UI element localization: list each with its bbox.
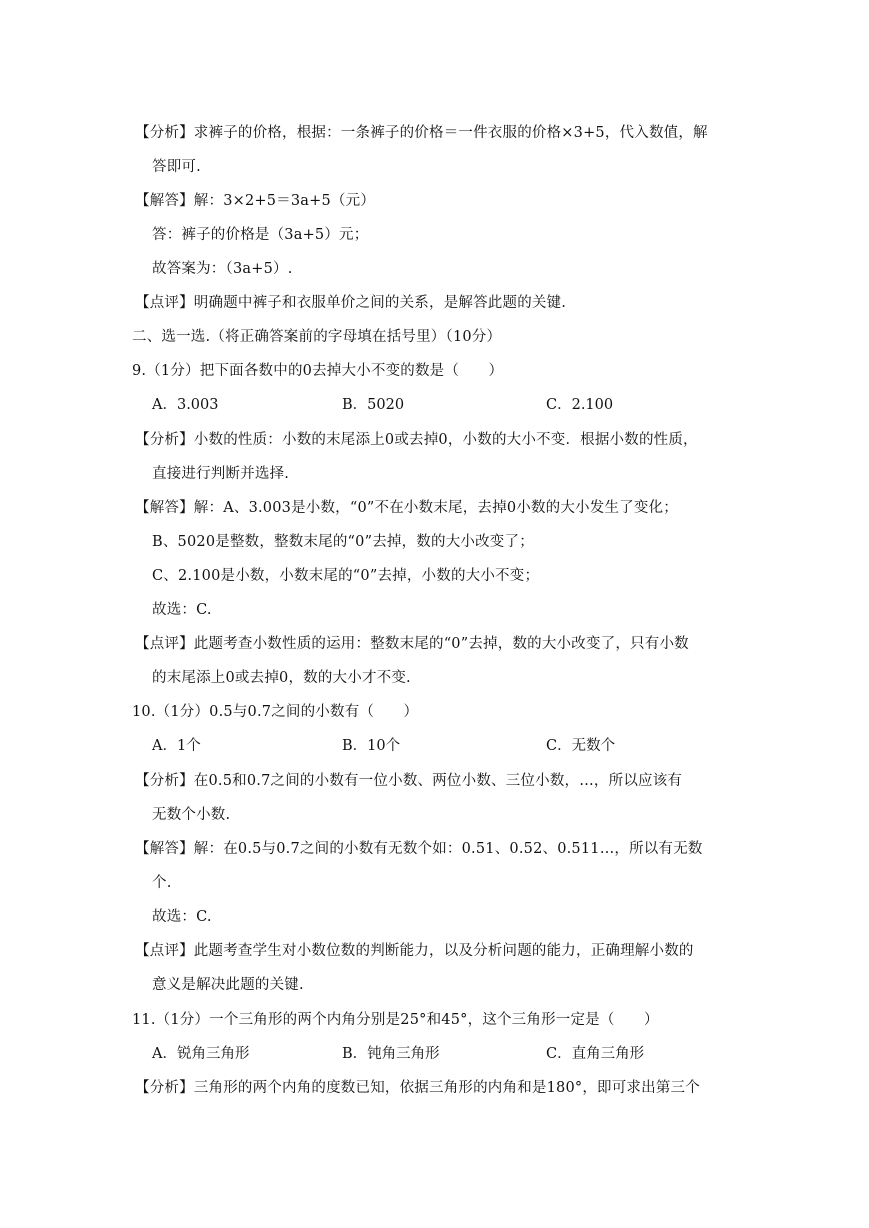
analysis-q10-line2: 无数个小数.: [152, 807, 231, 823]
question-9: 9.（1分）把下面各数中的0去掉大小不变的数是（ ）: [132, 363, 504, 379]
answer-q8: 答：裤子的价格是（3a+5）元；: [152, 227, 369, 243]
analysis-q11-line1: 【分析】三角形的两个内角的度数已知，依据三角形的内角和是180°，即可求出第三个: [135, 1080, 700, 1096]
solution-q10-line1: 【解答】解：在0.5与0.7之间的小数有无数个如：0.51、0.52、0.511…，所以有无数: [135, 841, 703, 857]
question-10: 10.（1分）0.5与0.7之间的小数有（ ）: [132, 704, 419, 720]
q9-option-c: C．2.100: [546, 397, 614, 413]
choice-q10: 故选：C.: [152, 909, 212, 925]
analysis-q8-line1: 【分析】求裤子的价格，根据：一条裤子的价格＝一件衣服的价格×3+5，代入数值，解: [135, 125, 708, 141]
q10-option-a: A．1个: [152, 738, 201, 754]
solution-q10-line2: 个.: [152, 875, 172, 891]
comment-q10-line1: 【点评】此题考查学生对小数位数的判断能力，以及分析问题的能力，正确理解小数的: [135, 943, 694, 959]
final-answer-q8: 故答案为：（3a+5）.: [152, 261, 293, 277]
q10-option-b: B．10个: [342, 738, 401, 754]
comment-q10-line2: 意义是解决此题的关键.: [152, 977, 304, 993]
q11-option-a: A．锐角三角形: [152, 1046, 250, 1062]
comment-q9-line2: 的末尾添上0或去掉0，数的大小才不变.: [152, 670, 411, 686]
comment-q8: 【点评】明确题中裤子和衣服单价之间的关系，是解答此题的关键.: [135, 295, 567, 311]
solution-q9-line2: B、5020是整数，整数末尾的“0”去掉，数的大小改变了；: [152, 534, 534, 550]
solution-q9-line3: C、2.100是小数，小数末尾的“0”去掉，小数的大小不变；: [152, 568, 540, 584]
question-11: 11.（1分）一个三角形的两个内角分别是25°和45°，这个三角形一定是（ ）: [132, 1012, 659, 1028]
solution-q8: 【解答】解：3×2+5＝3a+5（元）: [135, 193, 376, 209]
analysis-q8-line2: 答即可.: [152, 159, 201, 175]
q11-option-b: B．钝角三角形: [342, 1046, 440, 1062]
section-heading: 二、选一选.（将正确答案前的字母填在括号里）（10分）: [132, 329, 502, 345]
analysis-q9-line2: 直接进行判断并选择.: [152, 466, 290, 482]
choice-q9: 故选：C.: [152, 602, 212, 618]
comment-q9-line1: 【点评】此题考查小数性质的运用：整数末尾的“0”去掉，数的大小改变了，只有小数: [135, 636, 689, 652]
q9-option-a: A．3.003: [152, 397, 219, 413]
analysis-q9-line1: 【分析】小数的性质：小数的末尾添上0或去掉0，小数的大小不变．根据小数的性质，: [135, 432, 698, 448]
analysis-q10-line1: 【分析】在0.5和0.7之间的小数有一位小数、两位小数、三位小数，…，所以应该有: [135, 773, 683, 789]
q10-option-c: C．无数个: [546, 738, 616, 754]
q11-option-c: C．直角三角形: [546, 1046, 645, 1062]
solution-q9-line1: 【解答】解：A、3.003是小数，“0”不在小数末尾，去掉0小数的大小发生了变化；: [135, 500, 678, 516]
q9-option-b: B．5020: [342, 397, 405, 413]
